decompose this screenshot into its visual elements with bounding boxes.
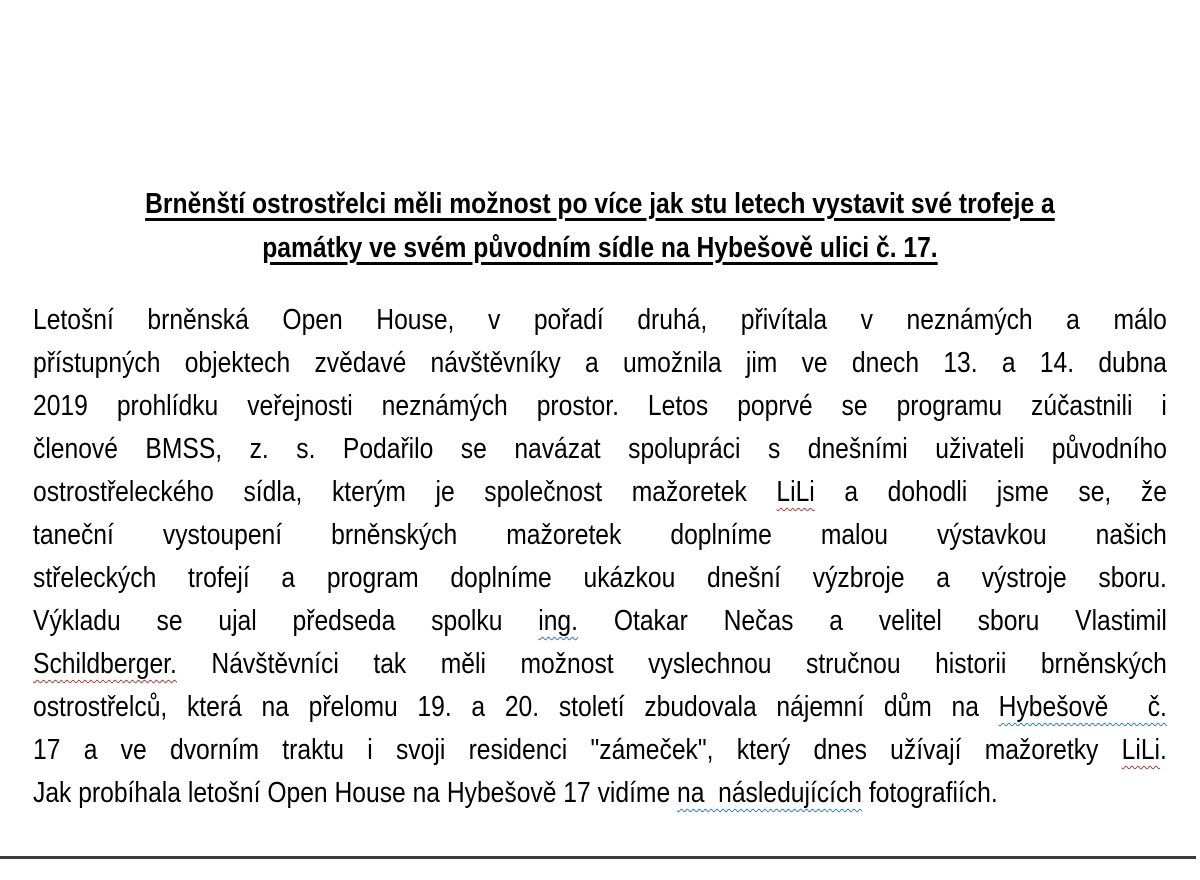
text-segment: ostrostřeleckého sídla, kterým je společnost mažoretek (33, 476, 777, 508)
text-segment: Jak probíhala letošní Open House na Hybešově 17 vidíme (33, 777, 678, 809)
misspelled-word: LiLi (776, 476, 815, 508)
grammar-flagged-text: ing. (538, 605, 578, 637)
misspelled-word: LiLi (1121, 734, 1161, 766)
text-segment: . (1160, 734, 1167, 766)
text-line (33, 385, 1167, 428)
text-line (33, 471, 1167, 514)
text-line (33, 686, 1167, 729)
title-line (33, 226, 1167, 270)
text-segment: ostrostřelců, která na přelomu 19. a 20. století zbudovala nájemní dům na (33, 691, 999, 723)
text-segment: členové BMSS, z. s. Podařilo se navázat spolupráci s dnešními uživateli původního (33, 433, 1167, 465)
text-segment: Výkladu se ujal předseda spolku (33, 605, 539, 637)
text-line (33, 600, 1167, 643)
title-line (33, 182, 1167, 226)
title-line-text: památky ve svém původním sídle na Hybešově ulici č. 17. (262, 232, 938, 264)
text-line (33, 299, 1167, 342)
text-line (33, 428, 1167, 471)
text-line (33, 342, 1167, 385)
grammar-flagged-text: Hybešově č. (998, 691, 1167, 723)
misspelled-word: Schildberger. (33, 648, 177, 680)
text-segment: Návštěvníci tak měli možnost vyslechnou stručnou historii brněnských (176, 648, 1167, 680)
text-segment: střeleckých trofejí a program doplníme ukázkou dnešní výzbroje a výstroje sboru. (33, 562, 1167, 594)
document-title (33, 182, 1167, 270)
text-line (33, 729, 1167, 772)
text-segment: Otakar Nečas a velitel sboru Vlastimil (577, 605, 1167, 637)
text-line (33, 557, 1167, 600)
text-segment: 17 a ve dvorním traktu i svoji residenci "zámeček", který dnes užívají mažoretky (33, 734, 1122, 766)
text-line (33, 643, 1167, 686)
grammar-flagged-text: na následujících (677, 777, 863, 809)
text-segment: Letošní brněnská Open House, v pořadí druhá, přivítala v neznámých a málo (33, 304, 1167, 336)
text-line (33, 772, 1167, 815)
document-page-content (33, 182, 1167, 815)
text-segment: a dohodli jsme se, že (814, 476, 1167, 508)
page-bottom-rule (0, 856, 1196, 859)
title-line-text: Brněnští ostrostřelci měli možnost po více jak stu letech vystavit své trofeje a (145, 188, 1055, 220)
text-line (33, 514, 1167, 557)
text-segment: taneční vystoupení brněnských mažoretek doplníme malou výstavkou našich (33, 519, 1167, 551)
body-paragraph (33, 299, 1167, 815)
text-segment: přístupných objektech zvědavé návštěvníky a umožnila jim ve dnech 13. a 14. dubna (33, 347, 1167, 379)
text-segment: 2019 prohlídku veřejnosti neznámých prostor. Letos poprvé se programu zúčastnili i (33, 390, 1167, 422)
text-segment: fotografiích. (862, 777, 998, 809)
